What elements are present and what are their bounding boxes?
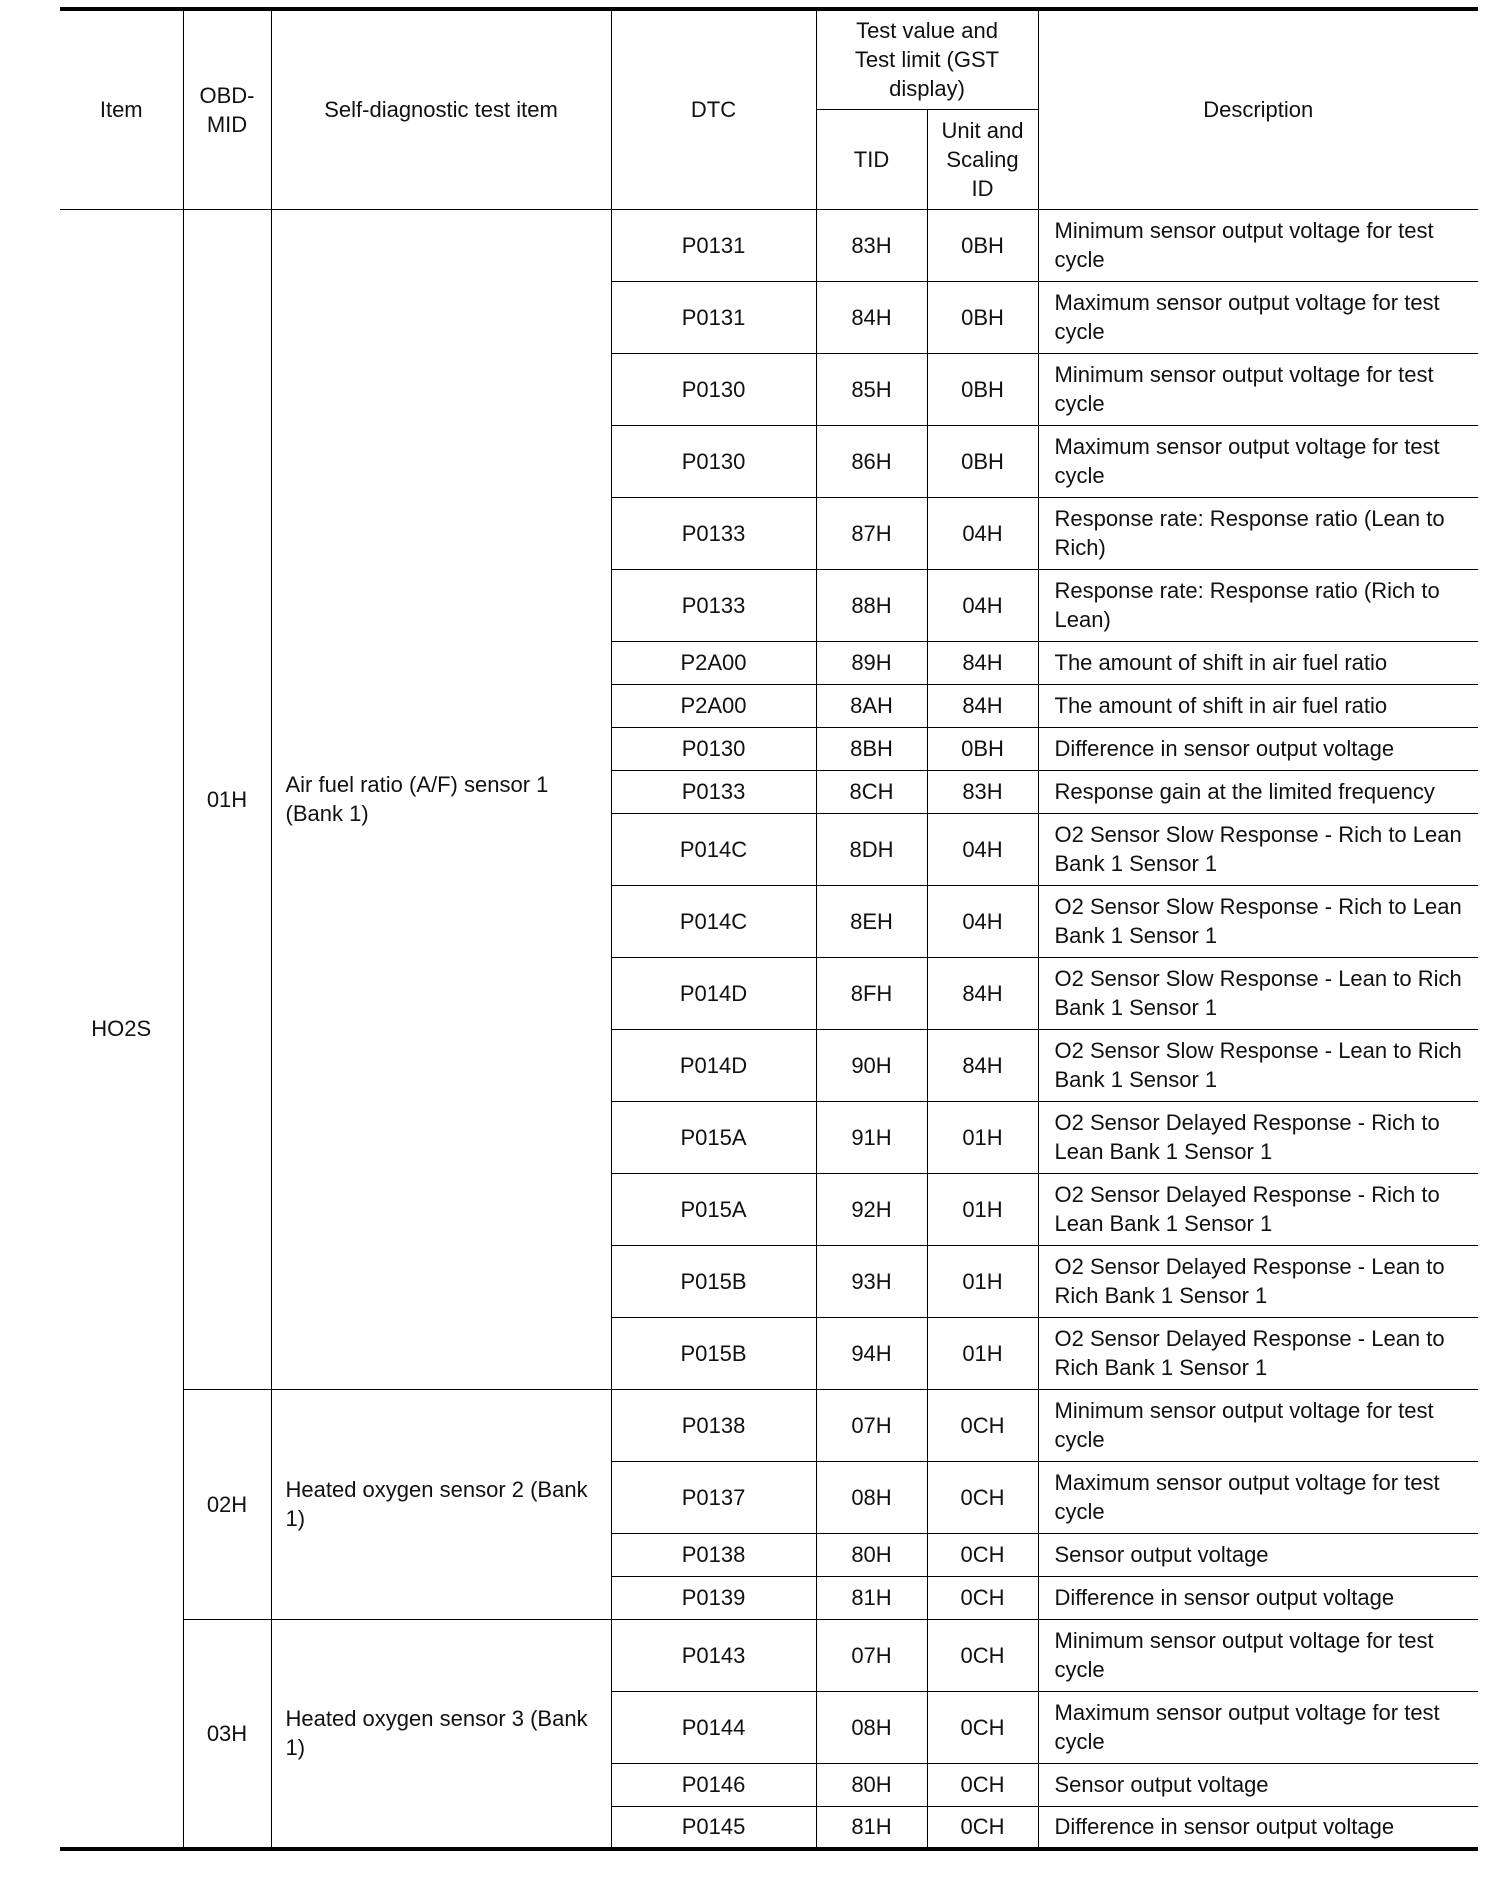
dtc-cell: P014D [611, 1029, 816, 1101]
description-cell: Response rate: Response ratio (Rich to Lean) [1038, 569, 1478, 641]
dtc-cell: P0144 [611, 1691, 816, 1763]
test-item-cell: Heated oxygen sensor 3 (Bank 1) [271, 1619, 611, 1849]
dtc-cell: P0131 [611, 209, 816, 281]
description-cell: O2 Sensor Delayed Response - Rich to Lean Bank 1 Sensor 1 [1038, 1173, 1478, 1245]
description-cell: O2 Sensor Delayed Response - Lean to Rich Bank 1 Sensor 1 [1038, 1317, 1478, 1389]
table-row [60, 1389, 1478, 1461]
unit-scaling-cell: 84H [927, 684, 1038, 727]
tid-cell: 80H [816, 1533, 927, 1576]
unit-scaling-cell: 0CH [927, 1691, 1038, 1763]
tid-cell: 8FH [816, 957, 927, 1029]
dtc-cell: P0131 [611, 281, 816, 353]
dtc-cell: P0138 [611, 1389, 816, 1461]
unit-scaling-cell: 0CH [927, 1533, 1038, 1576]
tid-cell: 08H [816, 1461, 927, 1533]
unit-scaling-cell: 01H [927, 1101, 1038, 1173]
description-cell: Minimum sensor output voltage for test cycle [1038, 1389, 1478, 1461]
header-unit-scaling: Unit and Scaling ID [927, 109, 1038, 209]
dtc-cell: P2A00 [611, 641, 816, 684]
unit-scaling-cell: 84H [927, 1029, 1038, 1101]
tid-cell: 91H [816, 1101, 927, 1173]
unit-scaling-cell: 0CH [927, 1389, 1038, 1461]
tid-cell: 94H [816, 1317, 927, 1389]
dtc-cell: P0133 [611, 569, 816, 641]
tid-cell: 80H [816, 1763, 927, 1806]
header-obd-mid: OBD- MID [183, 9, 271, 209]
description-cell: Response rate: Response ratio (Lean to Rich) [1038, 497, 1478, 569]
obd-mid-cell: 02H [183, 1389, 271, 1619]
description-cell: Maximum sensor output voltage for test cycle [1038, 1461, 1478, 1533]
unit-scaling-cell: 0CH [927, 1619, 1038, 1691]
tid-cell: 84H [816, 281, 927, 353]
tid-cell: 81H [816, 1576, 927, 1619]
tid-cell: 87H [816, 497, 927, 569]
header-dtc: DTC [611, 9, 816, 209]
unit-scaling-cell: 0BH [927, 209, 1038, 281]
dtc-cell: P014C [611, 885, 816, 957]
description-cell: Sensor output voltage [1038, 1533, 1478, 1576]
description-cell: O2 Sensor Slow Response - Lean to Rich Bank 1 Sensor 1 [1038, 957, 1478, 1029]
tid-cell: 86H [816, 425, 927, 497]
tid-cell: 8EH [816, 885, 927, 957]
dtc-cell: P0146 [611, 1763, 816, 1806]
unit-scaling-cell: 0CH [927, 1763, 1038, 1806]
dtc-cell: P0138 [611, 1533, 816, 1576]
unit-scaling-cell: 01H [927, 1245, 1038, 1317]
tid-cell: 89H [816, 641, 927, 684]
header-row-1 [60, 9, 1478, 109]
tid-cell: 8CH [816, 770, 927, 813]
table-body [60, 209, 1478, 1849]
tid-cell: 07H [816, 1619, 927, 1691]
description-cell: Difference in sensor output voltage [1038, 1806, 1478, 1849]
header-tid: TID [816, 109, 927, 209]
description-cell: The amount of shift in air fuel ratio [1038, 641, 1478, 684]
unit-scaling-cell: 04H [927, 497, 1038, 569]
tid-cell: 92H [816, 1173, 927, 1245]
unit-scaling-cell: 01H [927, 1173, 1038, 1245]
dtc-cell: P014C [611, 813, 816, 885]
tid-cell: 8DH [816, 813, 927, 885]
unit-scaling-cell: 0CH [927, 1461, 1038, 1533]
dtc-cell: P015A [611, 1173, 816, 1245]
tid-cell: 8AH [816, 684, 927, 727]
tid-cell: 81H [816, 1806, 927, 1849]
unit-scaling-cell: 0CH [927, 1806, 1038, 1849]
dtc-cell: P0133 [611, 770, 816, 813]
tid-cell: 93H [816, 1245, 927, 1317]
tid-cell: 08H [816, 1691, 927, 1763]
unit-scaling-cell: 04H [927, 569, 1038, 641]
description-cell: Minimum sensor output voltage for test cycle [1038, 209, 1478, 281]
obd-mid-table [60, 7, 1478, 1851]
header-description: Description [1038, 9, 1478, 209]
dtc-cell: P0139 [611, 1576, 816, 1619]
unit-scaling-cell: 0BH [927, 353, 1038, 425]
description-cell: O2 Sensor Slow Response - Lean to Rich Bank 1 Sensor 1 [1038, 1029, 1478, 1101]
unit-scaling-cell: 83H [927, 770, 1038, 813]
description-cell: O2 Sensor Slow Response - Rich to Lean Bank 1 Sensor 1 [1038, 885, 1478, 957]
header-test-value: Test value and Test limit (GST display) [816, 9, 1038, 109]
tid-cell: 8BH [816, 727, 927, 770]
tid-cell: 88H [816, 569, 927, 641]
test-item-cell: Heated oxygen sensor 2 (Bank 1) [271, 1389, 611, 1619]
description-cell: Difference in sensor output voltage [1038, 727, 1478, 770]
unit-scaling-cell: 0CH [927, 1576, 1038, 1619]
dtc-cell: P0130 [611, 727, 816, 770]
tid-cell: 83H [816, 209, 927, 281]
header-item: Item [60, 9, 183, 209]
description-cell: O2 Sensor Delayed Response - Rich to Lean Bank 1 Sensor 1 [1038, 1101, 1478, 1173]
table-row [60, 1619, 1478, 1691]
dtc-cell: P014D [611, 957, 816, 1029]
dtc-cell: P2A00 [611, 684, 816, 727]
dtc-cell: P015A [611, 1101, 816, 1173]
tid-cell: 85H [816, 353, 927, 425]
test-item-cell: Air fuel ratio (A/F) sensor 1 (Bank 1) [271, 209, 611, 1389]
unit-scaling-cell: 84H [927, 957, 1038, 1029]
obd-mid-cell: 03H [183, 1619, 271, 1849]
description-cell: Maximum sensor output voltage for test cycle [1038, 1691, 1478, 1763]
dtc-cell: P015B [611, 1317, 816, 1389]
unit-scaling-cell: 0BH [927, 727, 1038, 770]
description-cell: O2 Sensor Slow Response - Rich to Lean Bank 1 Sensor 1 [1038, 813, 1478, 885]
tid-cell: 90H [816, 1029, 927, 1101]
dtc-cell: P0145 [611, 1806, 816, 1849]
dtc-cell: P0137 [611, 1461, 816, 1533]
unit-scaling-cell: 04H [927, 885, 1038, 957]
obd-table-wrapper [60, 7, 1478, 1851]
description-cell: Maximum sensor output voltage for test cycle [1038, 281, 1478, 353]
dtc-cell: P0143 [611, 1619, 816, 1691]
description-cell: Response gain at the limited frequency [1038, 770, 1478, 813]
description-cell: Difference in sensor output voltage [1038, 1576, 1478, 1619]
header-test-item: Self-diagnostic test item [271, 9, 611, 209]
obd-mid-cell: 01H [183, 209, 271, 1389]
description-cell: The amount of shift in air fuel ratio [1038, 684, 1478, 727]
description-cell: Sensor output voltage [1038, 1763, 1478, 1806]
unit-scaling-cell: 04H [927, 813, 1038, 885]
unit-scaling-cell: 0BH [927, 281, 1038, 353]
item-cell: HO2S [60, 209, 183, 1849]
dtc-cell: P0130 [611, 353, 816, 425]
dtc-cell: P015B [611, 1245, 816, 1317]
description-cell: Maximum sensor output voltage for test cycle [1038, 425, 1478, 497]
tid-cell: 07H [816, 1389, 927, 1461]
unit-scaling-cell: 0BH [927, 425, 1038, 497]
table-row [60, 209, 1478, 281]
dtc-cell: P0130 [611, 425, 816, 497]
description-cell: Minimum sensor output voltage for test cycle [1038, 353, 1478, 425]
unit-scaling-cell: 01H [927, 1317, 1038, 1389]
description-cell: Minimum sensor output voltage for test cycle [1038, 1619, 1478, 1691]
dtc-cell: P0133 [611, 497, 816, 569]
description-cell: O2 Sensor Delayed Response - Lean to Rich Bank 1 Sensor 1 [1038, 1245, 1478, 1317]
unit-scaling-cell: 84H [927, 641, 1038, 684]
